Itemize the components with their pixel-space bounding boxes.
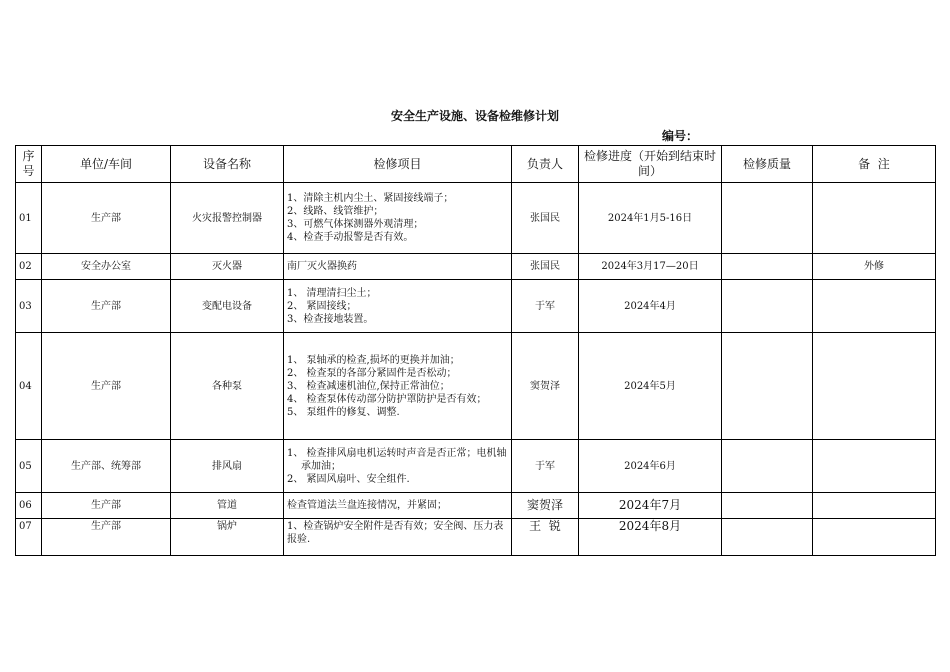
- cell-remark: [813, 440, 936, 493]
- cell-quality: [722, 183, 813, 254]
- cell-remark: [813, 280, 936, 333]
- cell-items: [284, 254, 512, 280]
- item-line: 1、检查锅炉安全附件是否有效；安全阀、压力表报验.: [287, 521, 504, 545]
- cell-progress: 2024年4月: [579, 280, 722, 333]
- cell-items: [284, 493, 512, 519]
- cell-items: [284, 280, 512, 333]
- cell-progress: 2024年3月17—20日: [579, 254, 722, 280]
- cell-equipment: 管道: [171, 493, 284, 519]
- table-row: [16, 519, 936, 556]
- cell-quality: [722, 280, 813, 333]
- cell-remark: [813, 333, 936, 440]
- cell-owner: 于军: [512, 440, 579, 493]
- cell-seq: 01: [16, 183, 42, 254]
- cell-equipment: 排风扇: [171, 440, 284, 493]
- cell-equipment: 各种泵: [171, 333, 284, 440]
- table-row: [16, 254, 936, 280]
- item-line: 2、 检查泵的各部分紧固件是否松动；: [287, 367, 457, 379]
- item-line: 2、 紧固接线；: [287, 300, 357, 312]
- cell-owner: 于军: [512, 280, 579, 333]
- cell-unit: 安全办公室: [42, 254, 171, 280]
- cell-items: [284, 519, 512, 556]
- cell-owner: 张国民: [512, 183, 579, 254]
- document-title: 安全生产设施、设备检维修计划: [390, 109, 559, 123]
- cell-progress: 2024年6月: [579, 440, 722, 493]
- table-row: [16, 183, 936, 254]
- cell-remark: [813, 183, 936, 254]
- header-quality: 检修质量: [722, 146, 813, 183]
- table-row: [16, 493, 936, 519]
- cell-equipment: 锅炉: [171, 519, 284, 556]
- cell-remark: [813, 519, 936, 556]
- cell-equipment: 火灾报警控制器: [171, 183, 284, 254]
- cell-seq: 02: [16, 254, 42, 280]
- header-progress: 检修进度（开始到结束时间）: [579, 146, 722, 183]
- item-line: 1、 检查排风扇电机运转时声音是否正常；电机轴承加油；: [287, 447, 507, 472]
- maintenance-plan-table: [15, 145, 936, 556]
- cell-remark: 外修: [813, 254, 936, 280]
- item-line: 4、检查手动报警是否有效。: [287, 232, 414, 243]
- table-row: [16, 280, 936, 333]
- item-line: 1、 清理清扫尘土；: [287, 287, 377, 299]
- item-line: 2、线路、线管维护；: [287, 206, 384, 217]
- item-line: 检查管道法兰盘连接情况，并紧固；: [287, 500, 447, 511]
- table-header-row: [16, 146, 936, 183]
- cell-quality: [722, 254, 813, 280]
- cell-unit: 生产部: [42, 333, 171, 440]
- cell-items: [284, 333, 512, 440]
- item-line: 3、检查接地装置。: [287, 313, 374, 325]
- item-line: 南厂灭火器换药: [287, 261, 357, 272]
- header-owner: 负责人: [512, 146, 579, 183]
- cell-seq: 07: [16, 519, 42, 556]
- cell-quality: [722, 493, 813, 519]
- cell-seq: 06: [16, 493, 42, 519]
- cell-remark: [813, 493, 936, 519]
- cell-quality: [722, 333, 813, 440]
- cell-unit: 生产部: [42, 493, 171, 519]
- header-seq: 序号: [16, 146, 42, 183]
- cell-progress: 2024年1月5-16日: [579, 183, 722, 254]
- table-row: [16, 440, 936, 493]
- item-line: 1、清除主机内尘土、紧固接线端子；: [287, 193, 454, 204]
- document-number-label: 编号：: [662, 129, 699, 143]
- header-remark: 备 注: [813, 146, 936, 183]
- cell-owner: 王 锐: [512, 519, 579, 556]
- header-items: 检修项目: [284, 146, 512, 183]
- cell-items: [284, 440, 512, 493]
- cell-progress: 2024年7月: [579, 493, 722, 519]
- table-row: [16, 333, 936, 440]
- cell-seq: 04: [16, 333, 42, 440]
- item-line: 4、 检查泵体传动部分防护罩防护是否有效；: [287, 393, 487, 405]
- header-unit: 单位/车间: [42, 146, 171, 183]
- cell-seq: 05: [16, 440, 42, 493]
- item-line: 5、 泵组件的修复、调整.: [287, 406, 400, 418]
- cell-seq: 03: [16, 280, 42, 333]
- cell-quality: [722, 440, 813, 493]
- item-line: 2、 紧固风扇叶、安全组件.: [287, 473, 410, 485]
- header-equipment: 设备名称: [171, 146, 284, 183]
- cell-equipment: 变配电设备: [171, 280, 284, 333]
- cell-owner: 张国民: [512, 254, 579, 280]
- cell-quality: [722, 519, 813, 556]
- cell-unit: 生产部: [42, 519, 171, 556]
- cell-owner: 窦贺泽: [512, 493, 579, 519]
- item-line: 3、 检查减速机油位,保持正常油位；: [287, 380, 450, 392]
- item-line: 1、 泵轴承的检查,损坏的更换并加油；: [287, 354, 460, 366]
- cell-items: [284, 183, 512, 254]
- item-line: 3、可燃气体探测器外观清理；: [287, 219, 424, 230]
- cell-progress: 2024年8月: [579, 519, 722, 556]
- cell-owner: 窦贺泽: [512, 333, 579, 440]
- cell-unit: 生产部: [42, 280, 171, 333]
- cell-equipment: 灭火器: [171, 254, 284, 280]
- cell-progress: 2024年5月: [579, 333, 722, 440]
- cell-unit: 生产部: [42, 183, 171, 254]
- cell-unit: 生产部、统筹部: [42, 440, 171, 493]
